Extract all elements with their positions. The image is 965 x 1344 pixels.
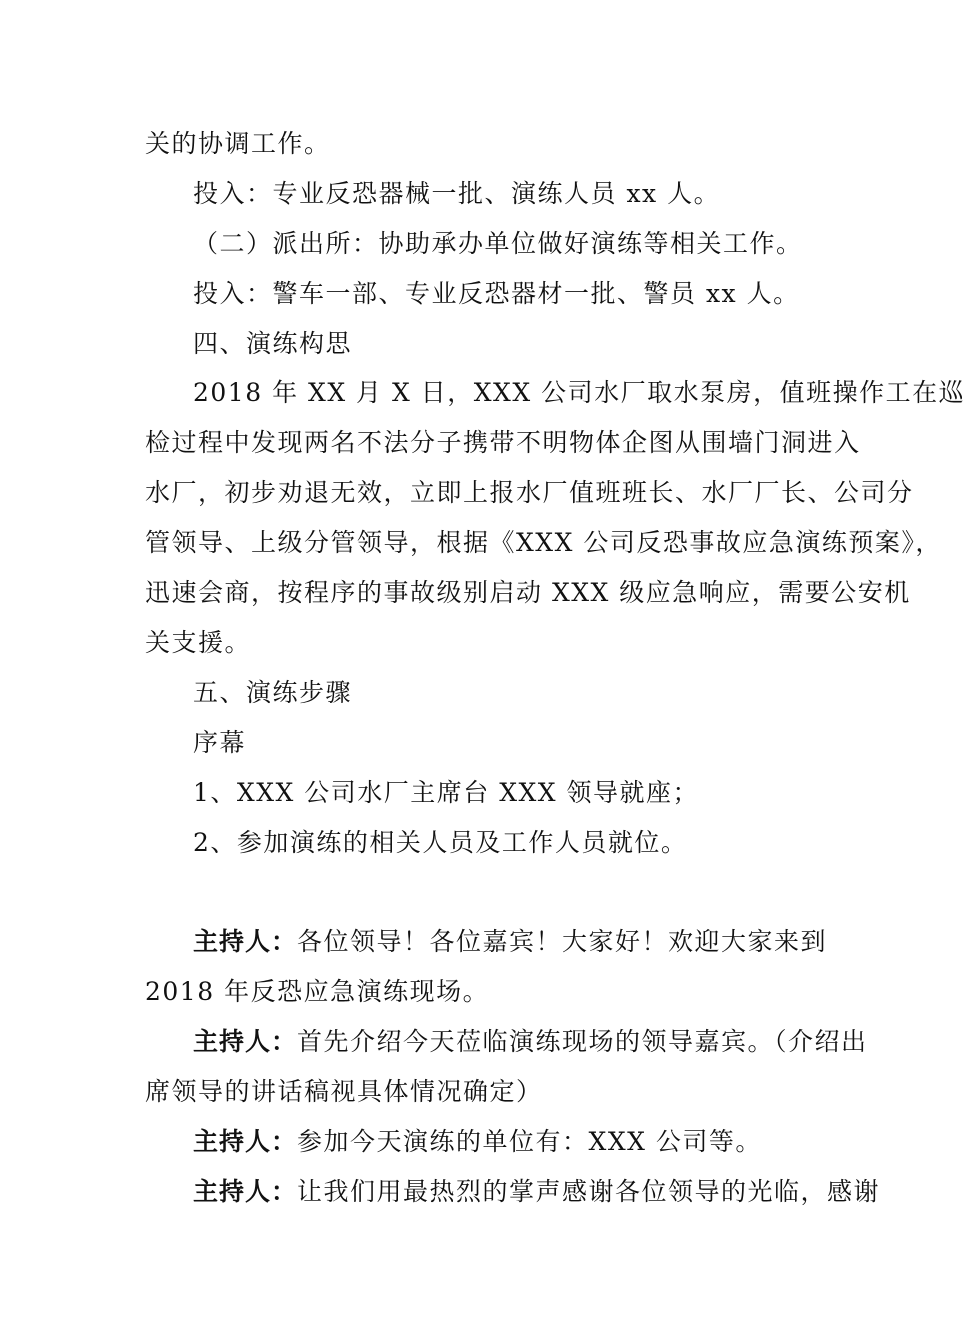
paragraph-line: 关支援。 [145, 628, 252, 657]
host-speech: 各位领导！各位嘉宾！大家好！欢迎大家来到 [297, 927, 828, 956]
host-label: 主持人： [193, 1027, 298, 1056]
host-line [193, 1174, 881, 1210]
paragraph-line: 席领导的讲话稿视具体情况确定） [145, 1077, 543, 1106]
paragraph-line: 检过程中发现两名不法分子携带不明物体企图从围墙门洞进入 [145, 428, 861, 457]
paragraph-line: 管领导、上级分管领导，根据《XXX 公司反恐事故应急演练预案》， [145, 528, 942, 557]
section-heading: 四、演练构思 [193, 329, 353, 358]
paragraph-line: 迅速会商，按程序的事故级别启动 XXX 级应急响应，需要公安机 [145, 578, 911, 607]
paragraph-line: 2018 年反恐应急演练现场。 [145, 977, 490, 1006]
subheading: 序幕 [193, 728, 247, 757]
host-label: 主持人： [193, 927, 298, 956]
host-label: 主持人： [193, 1127, 298, 1156]
paragraph-line: （二）派出所：协助承办单位做好演练等相关工作。 [193, 229, 803, 258]
host-line [193, 924, 828, 960]
host-line [193, 1024, 868, 1060]
host-line [193, 1124, 805, 1160]
paragraph-line: 投入：专业反恐器械一批、演练人员 xx 人。 [193, 179, 721, 208]
host-label: 主持人： [193, 1177, 298, 1206]
paragraph-line: 关的协调工作。 [145, 129, 331, 158]
host-speech: 首先介绍今天莅临演练现场的领导嘉宾。（介绍出 [297, 1027, 868, 1056]
list-item: 1、XXX 公司水厂主席台 XXX 领导就座； [193, 778, 700, 807]
paragraph-line: 投入：警车一部、专业反恐器材一批、警员 xx 人。 [193, 279, 800, 308]
paragraph-line: 2018 年 XX 月 X 日，XXX 公司水厂取水泵房，值班操作工在巡 [193, 378, 965, 407]
list-item: 2、参加演练的相关人员及工作人员就位。 [193, 828, 688, 857]
paragraph-line: 水厂，初步劝退无效，立即上报水厂值班班长、水厂厂长、公司分 [145, 478, 914, 507]
host-speech: 让我们用最热烈的掌声感谢各位领导的光临，感谢 [297, 1177, 881, 1206]
host-speech: 参加今天演练的单位有：XXX 公司等。 [297, 1127, 762, 1156]
section-heading: 五、演练步骤 [193, 678, 353, 707]
